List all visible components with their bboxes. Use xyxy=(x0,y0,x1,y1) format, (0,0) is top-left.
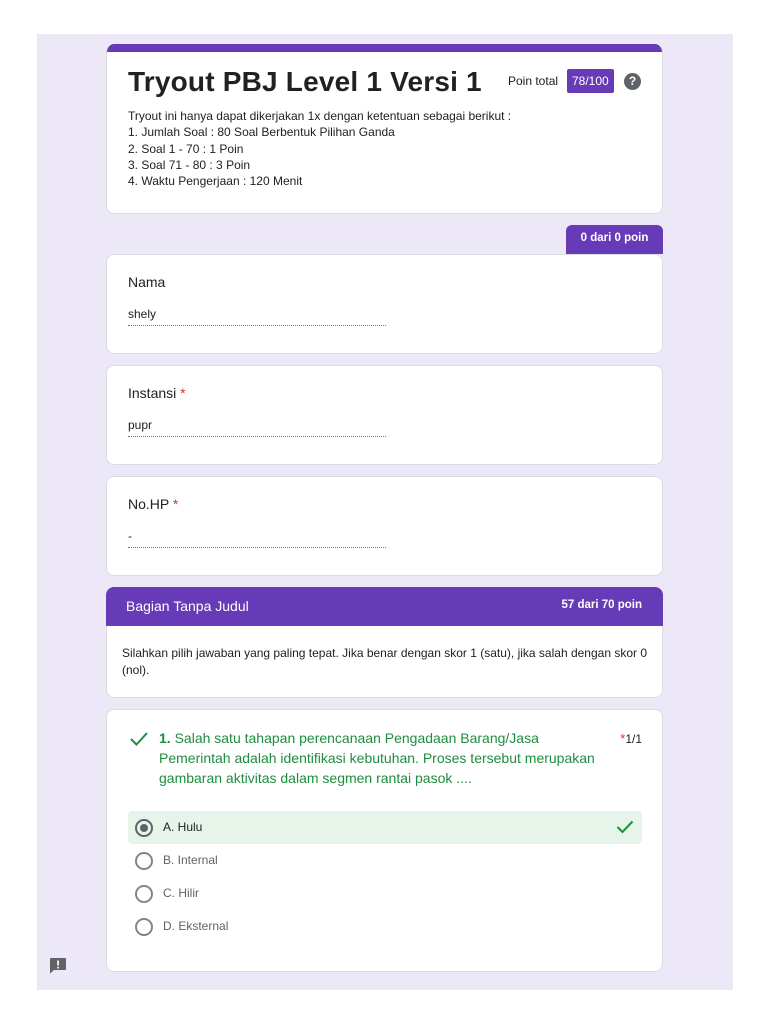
radio-unselected-icon[interactable] xyxy=(135,852,153,870)
field-label: Nama xyxy=(128,274,166,290)
option-label: C. Hilir xyxy=(163,886,199,900)
required-asterisk: * xyxy=(180,385,186,401)
form-description xyxy=(128,108,511,189)
description-line: 2. Soal 1 - 70 : 1 Poin xyxy=(128,141,244,156)
question-score: *1/1 xyxy=(620,731,642,746)
header-accent-bar xyxy=(107,44,662,52)
phone-answer: - xyxy=(128,526,386,548)
section-title: Bagian Tanpa Judul xyxy=(126,598,249,614)
description-line: 4. Waktu Pengerjaan : 120 Menit xyxy=(128,174,303,189)
name-answer: shely xyxy=(128,304,386,326)
question-text xyxy=(159,728,614,788)
instansi-answer: pupr xyxy=(128,415,386,437)
option-label: B. Internal xyxy=(163,853,218,867)
help-circle-icon[interactable]: ? xyxy=(624,73,641,90)
question-card xyxy=(106,709,663,972)
field-label: Instansi * xyxy=(128,385,186,401)
description-line: Tryout ini hanya dapat dikerjakan 1x dengan ketentuan sebagai berikut : xyxy=(128,109,512,123)
option-b[interactable] xyxy=(128,844,642,877)
check-icon xyxy=(129,730,149,748)
description-line: 3. Soal 71 - 80 : 3 Poin xyxy=(128,157,251,172)
radio-selected-icon[interactable] xyxy=(135,819,153,837)
option-label: D. Eksternal xyxy=(163,919,229,933)
form-title: Tryout PBJ Level 1 Versi 1 xyxy=(128,66,482,97)
poin-total-label: Poin total xyxy=(508,74,559,88)
description-line: 1. Jumlah Soal : 80 Soal Berbentuk Pilihan Ganda xyxy=(128,125,395,140)
required-asterisk: * xyxy=(172,496,179,512)
section-header xyxy=(106,587,663,626)
radio-unselected-icon[interactable] xyxy=(135,918,153,936)
section-points-pill: 0 dari 0 poin xyxy=(566,225,663,254)
option-label: A. Hulu xyxy=(163,820,203,834)
report-feedback-icon[interactable] xyxy=(49,957,67,974)
field-label: No.HP * xyxy=(128,496,179,512)
radio-unselected-icon[interactable] xyxy=(135,885,153,903)
field-card-instansi xyxy=(106,365,663,465)
form-header-card xyxy=(106,44,663,214)
field-card-nohp xyxy=(106,476,663,576)
poin-total-badge: 78/100 xyxy=(567,69,614,93)
section-description: Silahkan pilih jawaban yang paling tepat. Jika benar dengan skor 1 (satu), jika salah dengan skor 0 (nol). xyxy=(122,646,647,677)
required-asterisk: * xyxy=(620,731,626,746)
question-body: Salah satu tahapan perencanaan Pengadaan Barang/Jasa Pemerintah adalah identifikasi kebutuhan. Proses tersebut merupakan gambaran aktivitas dalam segmen rantai pasok .... xyxy=(159,730,595,786)
check-icon xyxy=(616,819,634,835)
option-c[interactable] xyxy=(128,877,642,910)
option-d[interactable] xyxy=(128,910,642,943)
question-number: 1. xyxy=(159,730,171,746)
option-a[interactable] xyxy=(128,811,642,844)
section-points: 57 dari 70 poin xyxy=(561,599,642,611)
field-card-nama xyxy=(106,254,663,354)
section-description-card xyxy=(106,626,663,698)
